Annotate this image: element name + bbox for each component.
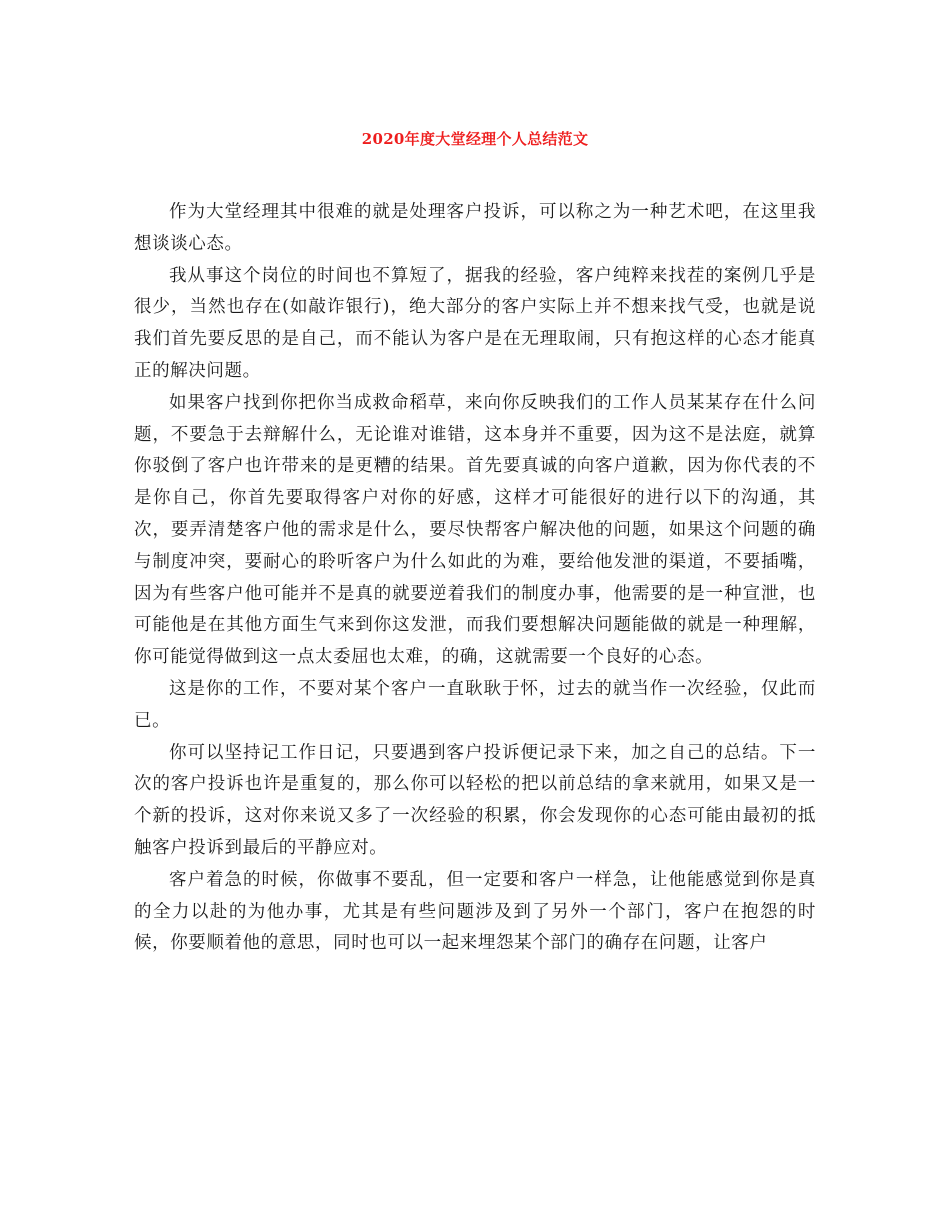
paragraph: 作为大堂经理其中很难的就是处理客户投诉，可以称之为一种艺术吧，在这里我想谈谈心态。 — [134, 202, 816, 254]
paragraph: 客户着急的时候，你做事不要乱，但一定要和客户一样急，让他能感觉到你是真的全力以赴的为他办事，尤其是有些问题涉及到了另外一个部门，客户在抱怨的时候，你要顺着他的意思，同时也可以一起来埋怨某个部门的确存在问题，让客户 — [134, 869, 816, 954]
document-title: 2020年度大堂经理个人总结范文 — [361, 130, 589, 148]
paragraph: 你可以坚持记工作日记，只要遇到客户投诉便记录下来，加之自己的总结。下一次的客户投诉也许是重复的，那么你可以轻松的把以前总结的拿来就用，如果又是一个新的投诉，这对你来说又多了一次经验的积累，你会发现你的心态可能由最初的抵触客户投诉到最后的平静应对。 — [134, 742, 816, 858]
paragraph: 如果客户找到你把你当成救命稻草，来向你反映我们的工作人员某某存在什么问题，不要急于去辩解什么，无论谁对谁错，这本身并不重要，因为这不是法庭，就算你驳倒了客户也许带来的是更糟的结果。首先要真诚的向客户道歉，因为你代表的不是你自己，你首先要取得客户对你的好感，这样才可能很好的进行以下的沟通，其次，要弄清楚客户他的需求是什么，要尽快帮客户解决他的问题，如果这个问题的确与制度冲突，要耐心的聆听客户为什么如此的为难，要给他发泄的渠道，不要插嘴，因为有些客户他可能并不是真的就要逆着我们的制度办事，他需要的是一种宣泄，也可能他是在其他方面生气来到你这发泄，而我们要想解决问题能做的就是一种理解，你可能觉得做到这一点太委屈也太难，的确，这就需要一个良好的心态。 — [134, 392, 816, 668]
document-body — [134, 197, 816, 960]
paragraph: 我从事这个岗位的时间也不算短了，据我的经验，客户纯粹来找茬的案例几乎是很少，当然也存在(如敲诈银行)，绝大部分的客户实际上并不想来找气受，也就是说我们首先要反思的是自己，而不能认为客户是在无理取闹，只有抱这样的心态才能真正的解决问题。 — [134, 265, 816, 381]
paragraph: 这是你的工作，不要对某个客户一直耿耿于怀，过去的就当作一次经验，仅此而已。 — [134, 678, 816, 731]
